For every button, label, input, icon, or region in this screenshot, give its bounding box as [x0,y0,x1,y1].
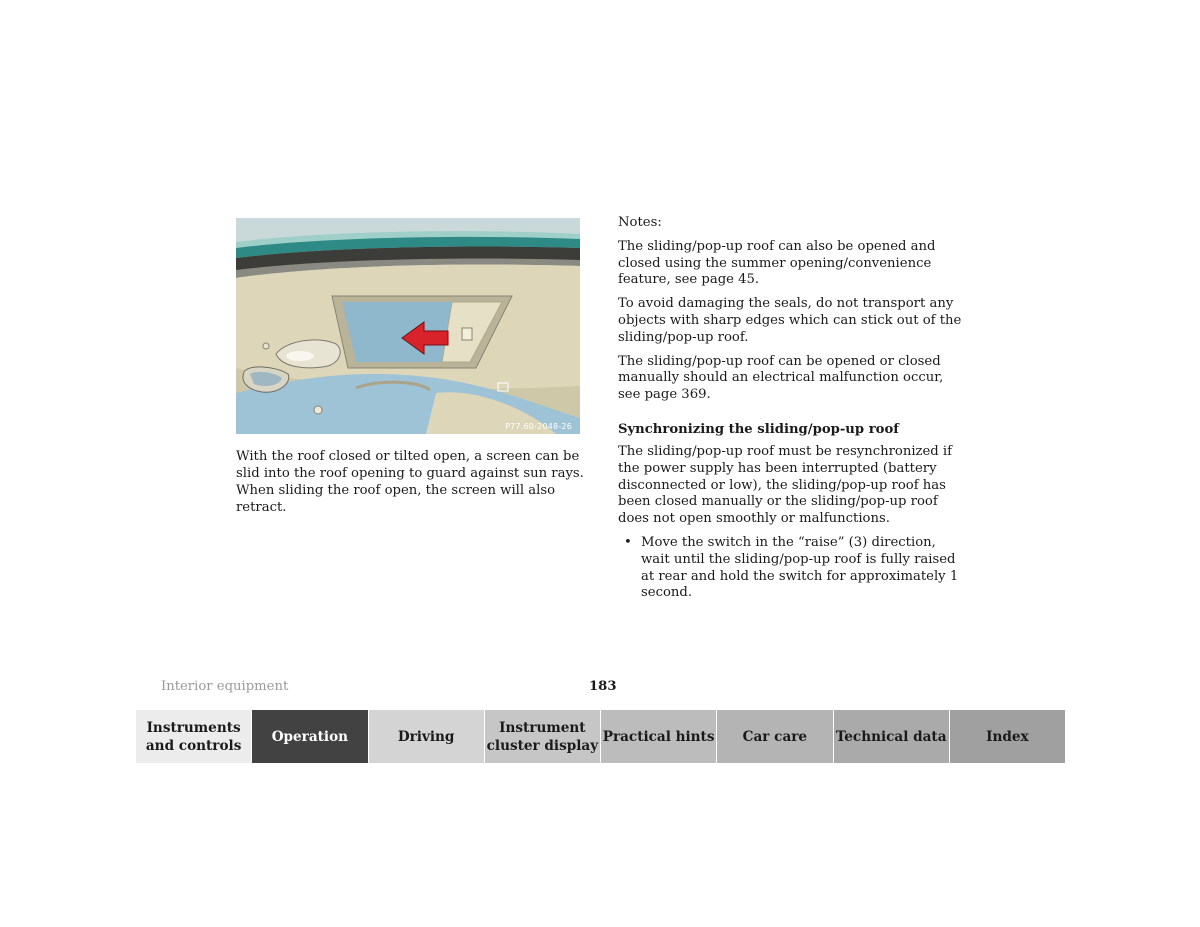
tab-car-care[interactable]: Car care [717,710,833,763]
tab-instrument-cluster-display[interactable]: Instrument cluster display [485,710,601,763]
note-paragraph: To avoid damaging the seals, do not transport any objects with sharp edges which can stick out of the sliding/pop-up roof. [618,296,962,345]
section-name: Interior equipment [161,679,289,694]
figure-code: P77.60-2048-26 [505,422,572,431]
tab-driving[interactable]: Driving [369,710,485,763]
sunscreen-description: With the roof closed or tilted open, a screen can be slid into the roof opening to guard against sun rays. When sliding the roof open, the screen will also retract. [236,449,584,515]
sync-body: The sliding/pop-up roof must be resynchronized if the power supply has been interrupted (battery disconnected or low), the sliding/pop-up roof has been closed manually or the sliding/pop-up roof does not open smoothly or malfunctions. [618,443,953,527]
tab-instruments-and-controls[interactable]: Instruments and controls [136,710,252,763]
tab-operation[interactable]: Operation [252,710,368,763]
tab-technical-data[interactable]: Technical data [834,710,950,763]
note-paragraph: The sliding/pop-up roof can be opened or closed manually should an electrical malfunction occur, see page 369. [618,353,944,403]
sunroof-drawing [236,218,580,434]
list-item-text: Move the switch in the “raise” (3) direction, wait until the sliding/pop-up roof is fully raised at rear and hold the switch for approximately 1 second. [641,534,959,601]
note-paragraph: The sliding/pop-up roof can also be opened and closed using the summer opening/convenience feature, see page 45. [618,238,936,288]
chapter-nav [136,710,1065,763]
right-column [618,215,968,609]
page-number: 183 [589,679,617,694]
tab-practical-hints[interactable]: Practical hints [601,710,717,763]
tab-index[interactable]: Index [950,710,1065,763]
list-item [618,535,968,602]
sunroof-illustration [236,218,580,434]
bullet-icon: • [624,534,632,550]
notes-heading: Notes: [618,215,662,230]
section-heading: Synchronizing the sliding/pop-up roof [618,421,899,437]
